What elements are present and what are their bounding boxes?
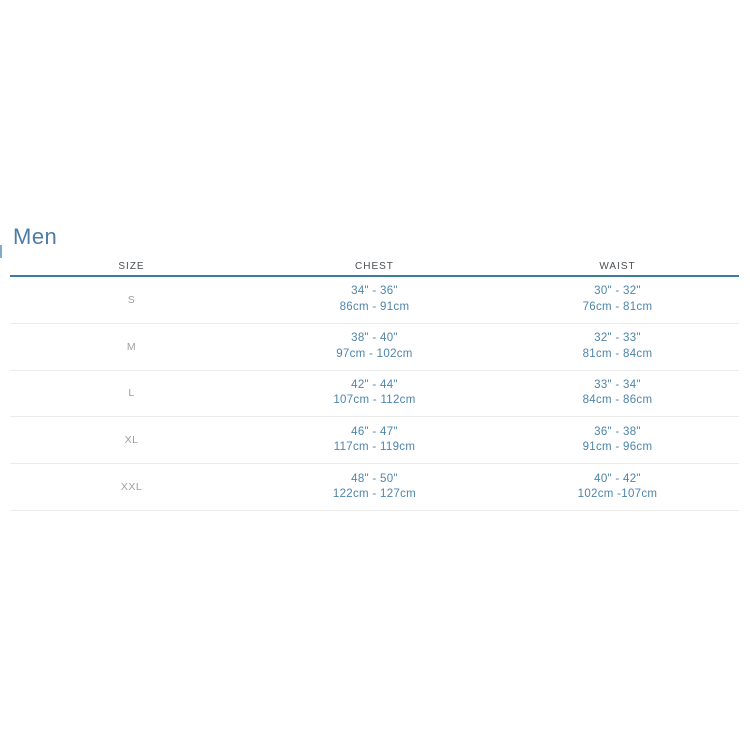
waist-inches: 36" - 38" xyxy=(594,425,641,438)
chest-measurement xyxy=(253,425,496,456)
left-edge-marker xyxy=(0,245,2,258)
column-header-waist: WAIST xyxy=(599,261,636,272)
waist-cm: 91cm - 96cm xyxy=(582,441,653,454)
chest-measurement xyxy=(253,378,496,409)
waist-inches: 32" - 33" xyxy=(594,332,641,345)
table-row-xxl xyxy=(10,464,739,511)
section-title-men: Men xyxy=(13,224,58,249)
chest-cm: 117cm - 119cm xyxy=(333,441,416,454)
chest-inches: 46" - 47" xyxy=(351,425,398,438)
chest-measurement xyxy=(253,331,496,362)
waist-cm: 102cm -107cm xyxy=(577,488,658,501)
table-row-m xyxy=(10,324,739,371)
waist-measurement xyxy=(496,425,739,456)
size-label: L xyxy=(128,387,135,400)
column-header-chest: CHEST xyxy=(355,261,394,272)
table-row-s xyxy=(10,277,739,324)
waist-measurement xyxy=(496,378,739,409)
table-row-xl xyxy=(10,417,739,464)
chest-inches: 34" - 36" xyxy=(351,285,398,298)
chest-measurement xyxy=(253,472,496,503)
chest-measurement xyxy=(253,284,496,315)
size-label: XXL xyxy=(120,481,143,494)
table-header-row xyxy=(10,258,739,277)
chest-cm: 107cm - 112cm xyxy=(333,394,416,407)
chest-cm: 97cm - 102cm xyxy=(336,347,413,360)
waist-inches: 40" - 42" xyxy=(594,472,641,485)
chest-inches: 48" - 50" xyxy=(351,472,398,485)
size-label: M xyxy=(126,340,137,353)
chest-inches: 38" - 40" xyxy=(351,332,398,345)
size-label: XL xyxy=(124,434,139,447)
men-size-table xyxy=(10,258,739,511)
waist-measurement xyxy=(496,472,739,503)
waist-cm: 84cm - 86cm xyxy=(582,394,653,407)
table-row-l xyxy=(10,371,739,418)
waist-measurement xyxy=(496,331,739,362)
column-header-size: SIZE xyxy=(118,261,145,272)
waist-inches: 33" - 34" xyxy=(594,378,641,391)
waist-measurement xyxy=(496,284,739,315)
chest-cm: 122cm - 127cm xyxy=(332,488,417,501)
chest-inches: 42" - 44" xyxy=(351,378,398,391)
waist-cm: 76cm - 81cm xyxy=(582,300,653,313)
size-label: S xyxy=(127,293,136,306)
waist-inches: 30" - 32" xyxy=(594,285,641,298)
waist-cm: 81cm - 84cm xyxy=(582,347,653,360)
chest-cm: 86cm - 91cm xyxy=(339,300,410,313)
